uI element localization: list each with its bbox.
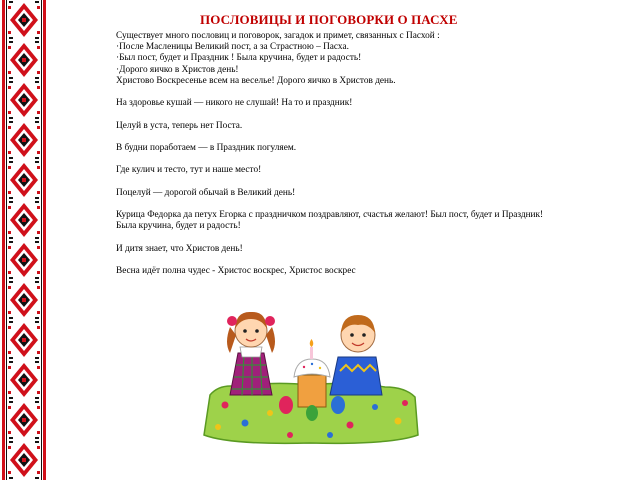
intro-line: ·Был пост, будет и Праздник ! Была кручина, будет и радость! — [116, 53, 362, 64]
proverb: Была кручина, будет и радость! — [116, 221, 241, 232]
intro-line: Существует много пословиц и поговорок, загадок и примет, связанных с Пасхой : — [116, 31, 440, 41]
proverb: Целуй в уста, теперь нет Поста. — [116, 120, 243, 131]
proverb: Поцелуй — дорогой обычай в Великий день! — [116, 187, 296, 198]
embroidered-ornament-border — [0, 0, 48, 480]
intro-line: ·Дорого яичко в Христов день! — [116, 64, 239, 75]
ornament-pattern — [0, 0, 48, 480]
proverb: Весна идёт полна чудес - Христос воскрес, Христос воскрес — [116, 266, 356, 277]
text-body — [116, 31, 616, 277]
proverb: И дитя знает, что Христов день! — [116, 243, 243, 254]
girl-figure — [227, 312, 275, 395]
page-title: ПОСЛОВИЦЫ И ПОГОВОРКИ О ПАСХЕ — [200, 12, 458, 27]
proverb: На здоровье кушай — никого не слушай! На то и праздник! — [116, 98, 353, 109]
intro-line: Христово Воскресенье всем на веселье! Дорого яичко в Христов день. — [116, 75, 396, 86]
easter-children-illustration — [200, 295, 420, 447]
proverb: Курица Федорка да петух Егорка с праздничком поздравляют, счастья желают! Был пост, будет и Праздник! — [116, 210, 544, 221]
boy-figure — [330, 315, 382, 395]
kulich-cake — [294, 339, 330, 407]
proverb: Где кулич и тесто, тут и наше место! — [116, 165, 262, 176]
intro-line: ·После Масленицы Великий пост, а за Страстною – Пасха. — [116, 42, 349, 53]
proverb: В будни поработаем — в Праздник погуляем. — [116, 142, 297, 153]
